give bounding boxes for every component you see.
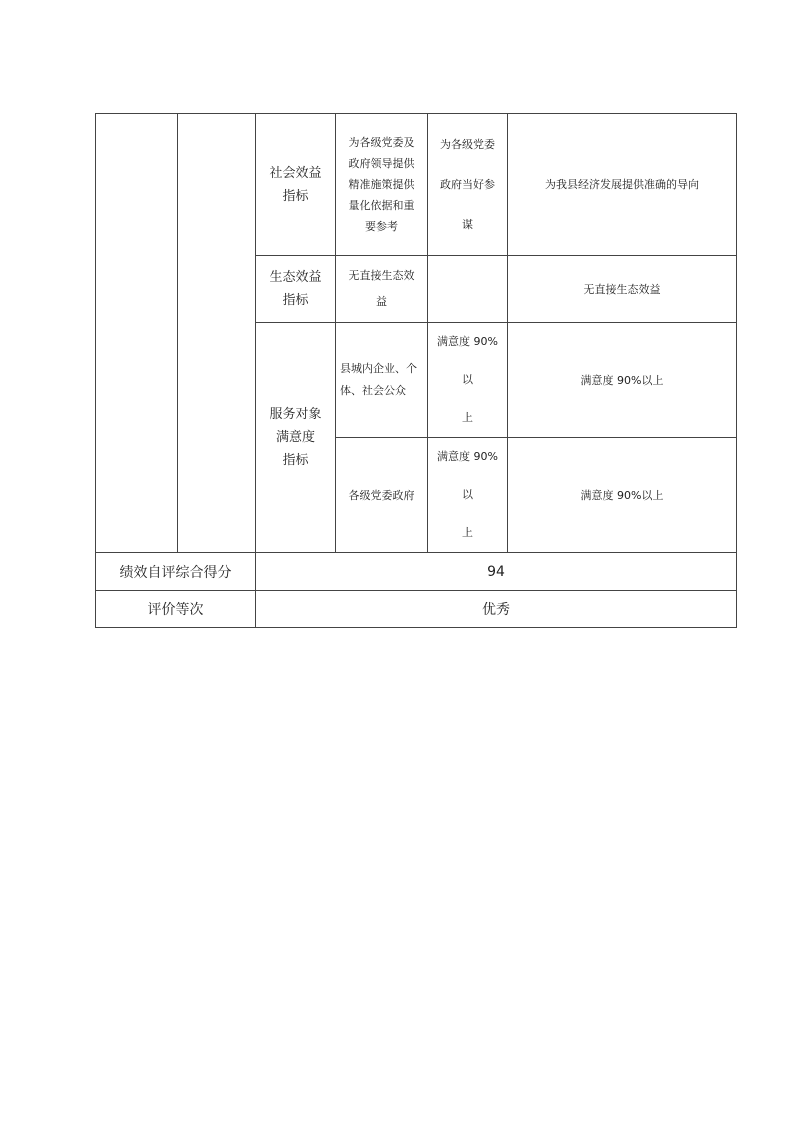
- service-item-target: 满意度 90%以 上: [428, 438, 508, 553]
- table-row: [96, 591, 737, 628]
- performance-table: [95, 113, 737, 628]
- service-satisfaction-category: 服务对象 满意度 指标: [256, 323, 336, 553]
- table-row: [96, 553, 737, 591]
- social-benefit-content: 为各级党委及 政府领导提供 精准施策提供 量化依据和重 要参考: [336, 114, 428, 256]
- social-benefit-category: 社会效益 指标: [256, 114, 336, 256]
- social-benefit-result: 为我县经济发展提供准确的导向: [508, 114, 737, 256]
- table-row: [96, 114, 737, 256]
- eco-benefit-result: 无直接生态效益: [508, 256, 737, 323]
- service-item-content: 各级党委政府: [336, 438, 428, 553]
- grade-label: 评价等次: [96, 591, 256, 628]
- service-item-content: 县城内企业、个 体、社会公众: [336, 323, 428, 438]
- service-item-result: 满意度 90%以上: [508, 323, 737, 438]
- first-level-indicator-cell: [96, 114, 178, 553]
- social-benefit-target: 为各级党委 政府当好参 谋: [428, 114, 508, 256]
- second-level-indicator-cell: [178, 114, 256, 553]
- eco-benefit-content: 无直接生态效 益: [336, 256, 428, 323]
- score-value: 94: [256, 553, 737, 591]
- eco-benefit-category: 生态效益 指标: [256, 256, 336, 323]
- eco-benefit-target: [428, 256, 508, 323]
- grade-value: 优秀: [256, 591, 737, 628]
- service-item-target: 满意度 90%以 上: [428, 323, 508, 438]
- service-item-result: 满意度 90%以上: [508, 438, 737, 553]
- score-label: 绩效自评综合得分: [96, 553, 256, 591]
